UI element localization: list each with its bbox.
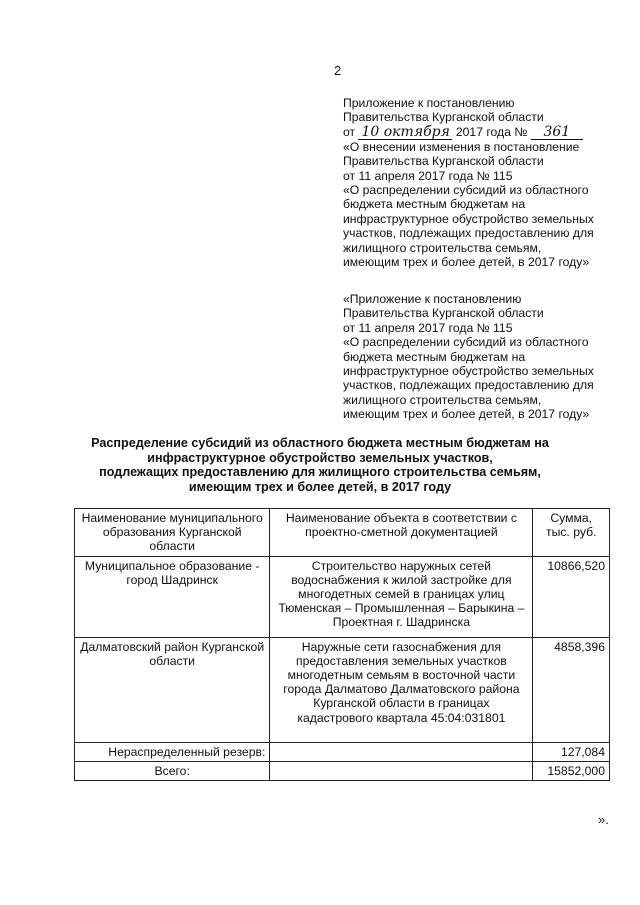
cell-sum: 4858,396: [533, 637, 610, 742]
table-header-row: [75, 509, 610, 557]
table-row-total: [75, 761, 610, 780]
reserve-label: Нераспределенный резерв:: [75, 742, 270, 761]
appendix-line: Приложение к постановлению: [343, 96, 515, 110]
handwritten-number: 361: [531, 126, 583, 140]
appendix-quoted-block: [343, 292, 633, 422]
document-heading: [70, 436, 570, 494]
table-row-reserve: [75, 742, 610, 761]
header-municipality: Наименование муниципального образования Курганской области: [75, 509, 270, 557]
appendix-line: от 11 апреля 2017 года № 115: [343, 168, 513, 183]
appendix-line: инфраструктурное обустройство земельных: [343, 364, 594, 379]
header-sum: Сумма, тыс. руб.: [533, 509, 610, 557]
appendix-line: «О внесении изменения в постановление: [343, 139, 580, 154]
cell-object: Строительство наружных сетей водоснабжения к жилой застройке для многодетных семей в границах улиц Тюменская – Промышленная – Барыкина – Проектная г. Шадринска: [270, 556, 533, 637]
appendix-line: «О распределении субсидий из областного: [343, 183, 589, 198]
reserve-sum: 127,084: [533, 742, 610, 761]
appendix-line: участков, подлежащих предоставлению для: [343, 226, 594, 241]
heading-line: инфраструктурное обустройство земельных участков,: [147, 450, 493, 465]
date-prefix: от: [343, 124, 356, 139]
appendix-line: жилищного строительства семьям,: [343, 392, 542, 407]
page-number: 2: [334, 63, 342, 78]
total-empty-cell: [270, 761, 533, 780]
reserve-empty-cell: [270, 742, 533, 761]
appendix-line: бюджета местным бюджетам на: [343, 349, 526, 364]
table-row: [75, 637, 610, 742]
heading-line: Распределение субсидий из областного бюджета местным бюджетам на: [91, 436, 549, 450]
appendix-line: инфраструктурное обустройство земельных: [343, 211, 594, 226]
appendix-line: от 11 апреля 2017 года № 115: [343, 320, 513, 335]
handwritten-date: 10 октября: [358, 126, 452, 140]
cell-sum: 10866,520: [533, 556, 610, 637]
appendix-line: имеющим трех и более детей, в 2017 году»: [343, 407, 590, 422]
subsidy-table: [74, 508, 610, 781]
closing-quote-mark: ».: [598, 812, 609, 827]
table-row: [75, 556, 610, 637]
heading-line: имеющим трех и более детей, в 2017 году: [188, 479, 452, 494]
appendix-line: участков, подлежащих предоставлению для: [343, 378, 594, 393]
heading-line: подлежащих предоставлению для жилищного строительства семьям,: [99, 465, 541, 480]
cell-object: Наружные сети газоснабжения для предоставления земельных участков многодетным семьям в восточной части города Далматово Далматовского района Курганской области в границах кадастрового квартала 45:04:031801: [270, 637, 533, 742]
total-sum: 15852,000: [533, 761, 610, 780]
total-label: Всего:: [75, 761, 270, 780]
appendix-line: «О распределении субсидий из областного: [343, 335, 589, 350]
header-object: Наименование объекта в соответствии с проектно-сметной документацией: [270, 509, 533, 557]
appendix-block: [343, 96, 633, 269]
cell-municipality: Далматовский район Курганской области: [75, 637, 270, 742]
appendix-line: имеющим трех и более детей, в 2017 году»: [343, 255, 590, 270]
appendix-line: Правительства Курганской области: [343, 154, 544, 169]
appendix-line: Правительства Курганской области: [343, 110, 544, 125]
appendix-line: Правительства Курганской области: [343, 306, 544, 321]
appendix-date-line: [343, 125, 633, 140]
appendix-line: жилищного строительства семьям,: [343, 240, 542, 255]
appendix-line: бюджета местным бюджетам на: [343, 197, 526, 212]
cell-municipality: Муниципальное образование - город Шадринск: [75, 556, 270, 637]
date-suffix: 2017 года №: [455, 124, 528, 139]
appendix-line: «Приложение к постановлению: [343, 292, 522, 306]
